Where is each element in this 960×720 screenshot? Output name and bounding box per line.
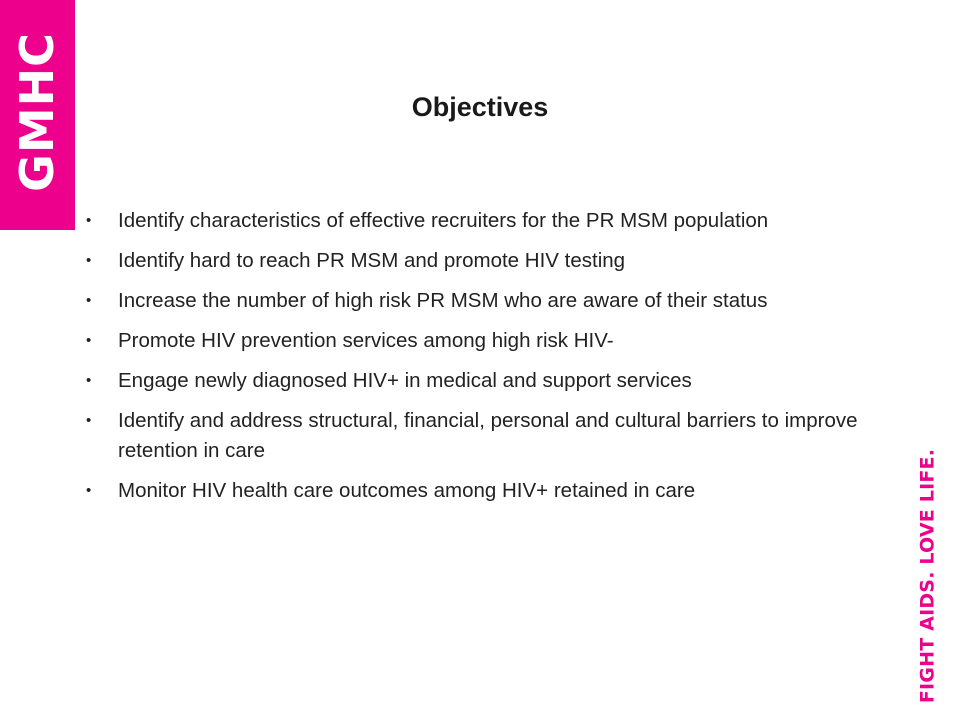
bullet-icon: • xyxy=(86,252,92,269)
objectives-list xyxy=(86,206,886,516)
bullet-text: Promote HIV prevention services among high risk HIV- xyxy=(118,329,614,352)
list-item xyxy=(86,476,886,506)
bullet-text: Identify hard to reach PR MSM and promote HIV testing xyxy=(118,249,626,272)
bullet-text: Engage newly diagnosed HIV+ in medical and support services xyxy=(118,369,692,392)
bullet-icon: • xyxy=(86,292,92,309)
tagline: FIGHT AIDS. LOVE LIFE. xyxy=(916,448,939,704)
bullet-text: Identify characteristics of effective recruiters for the PR MSM population xyxy=(118,209,769,232)
bullet-text: Monitor HIV health care outcomes among HIV+ retained in care xyxy=(118,479,696,502)
list-item xyxy=(86,406,886,466)
list-item xyxy=(86,286,886,316)
slide-title: Objectives xyxy=(411,92,549,122)
bullet-text: Identify and address structural, financial, personal and cultural barriers to improve retention in care xyxy=(118,409,858,462)
bullet-icon: • xyxy=(86,332,92,349)
bullet-icon: • xyxy=(86,412,92,429)
list-item xyxy=(86,326,886,356)
bullet-icon: • xyxy=(86,372,92,389)
list-item xyxy=(86,246,886,276)
list-item xyxy=(86,206,886,236)
logo-text: GMHC xyxy=(10,32,64,192)
bullet-icon: • xyxy=(86,482,92,499)
list-item xyxy=(86,366,886,396)
bullet-icon: • xyxy=(86,212,92,229)
bullet-text: Increase the number of high risk PR MSM who are aware of their status xyxy=(118,289,768,312)
